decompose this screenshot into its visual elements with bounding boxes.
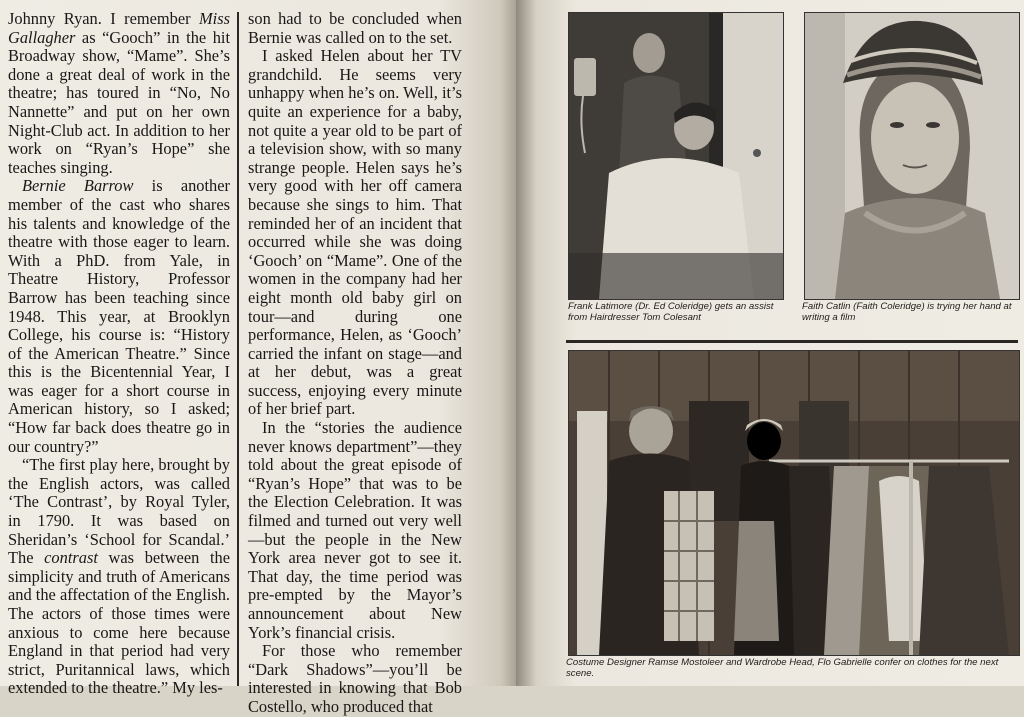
text-column-2 [248,10,462,717]
paragraph: I asked Helen about her TV grandchild. He seems very unhappy when he’s on. Well, it’s quite an experience for a baby, not quite a year old to be part of a television show, with so many strange people. Helen says he’s very good with her off camera because she sings to him. That reminded her of an incident that occurred while she was doing ‘Gooch’ on “Mame”. One of the women in the company had her eight month old baby girl on tour—and during one performance, Helen, as ‘Gooch’ carried the infant on stage—and at her debut, was a great success, enjoying every minute of her brief part. [248,46,462,419]
paragraph: son had to be concluded when Bernie was called on to the set. [248,9,462,47]
caption-hairdresser: Frank Latimore (Dr. Ed Coleridge) gets an assist from Hairdresser Tom Colesant [568,301,774,323]
caption-wardrobe: Costume Designer Ramse Mostoleer and Wardrobe Head, Flo Gabrielle confer on clothes for the next scene. [566,657,999,679]
text-column-1 [8,10,230,698]
section-divider [566,340,1018,343]
paragraph: For those who remember “Dark Shadows”—you’ll be interested in knowing that Bob Costello, who produced that [248,641,462,716]
photo-hairdresser [568,12,784,300]
caption-knit-hat: Faith Catlin (Faith Coleridge) is trying her hand at writing a film [802,301,1012,323]
paragraph: Bernie Barrow is another member of the cast who shares his talents and knowledge of the theatre with those eager to learn. With a PhD. from Yale, in Theatre History, Professor Barrow has been teaching since 1948. This year, at Brooklyn College, his course is: “History of the American Theatre.” Since this is the Bicentennial Year, I was eager for a short course in American history, so I asked; “How far back does theatre go in our country?” [8,176,230,456]
paragraph: “The first play here, brought by the English actors, was called ‘The Contrast’, by Royal Tyler, in 1790. It was based on Sheridan’s ‘School for Scandal.’ The contrast was between the simplicity and truth of Americans and the affectation of the English. The actors of those times were anxious to come here because England in that period had very strict, Puritannical laws, which extended to the theatre.” My les- [8,455,230,698]
paragraph: Johnny Ryan. I remember Miss Gallagher as “Gooch” in the hit Broadway show, “Mame”. She’s done a great deal of work in the theatre; has toured in “No, No Nannette” and put on her own Night-Club act. In addition to her work on “Ryan’s Hope” she teaches singing. [8,9,230,177]
photo-wardrobe [568,350,1020,656]
paragraph: In the “stories the audience never knows department”—they told about the great episode of “Ryan’s Hope” that was to be the Election Celebration. It was filmed and turned out very well—but the people in the New York area never got to see it. That day, the time period was pre-empted by the Mayor’s announcement about New York’s financial crisis. [248,418,462,642]
photo-knit-hat [804,12,1020,300]
column-divider [237,12,239,686]
